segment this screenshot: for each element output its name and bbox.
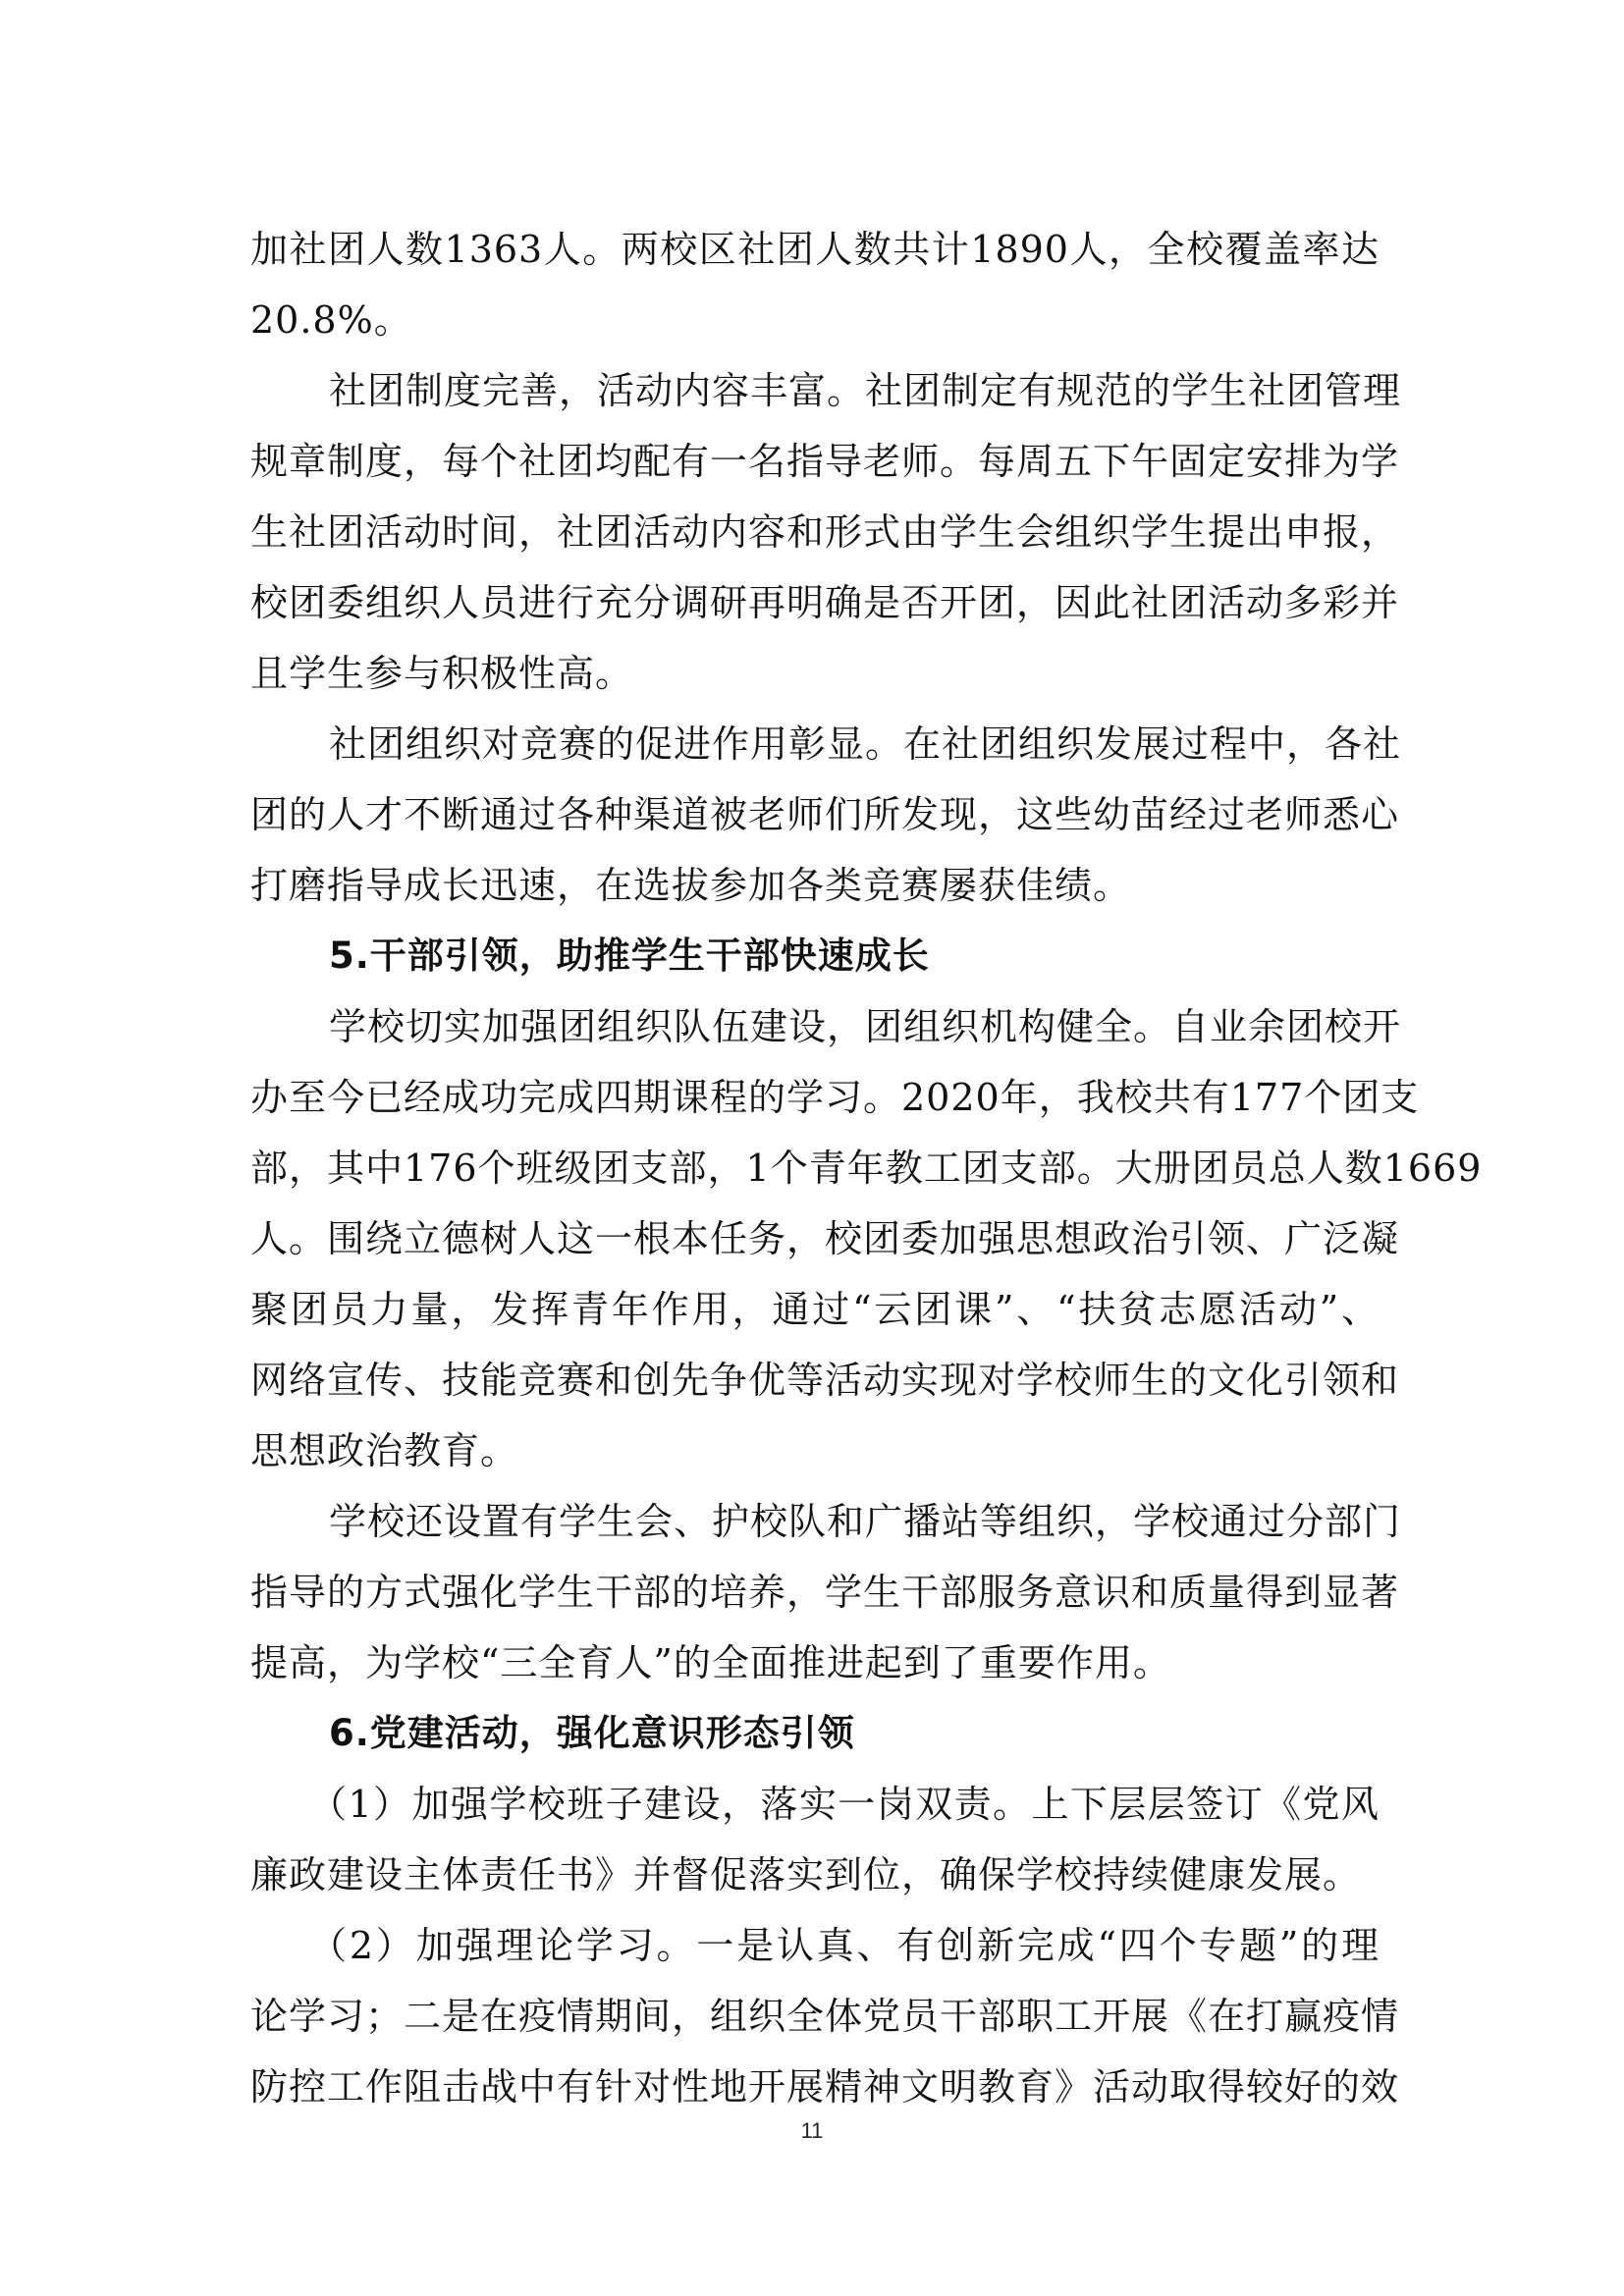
paragraph-line: 廉政建设主体责任书》并督促落实到位，确保学校持续健康发展。 [250, 1853, 1362, 1896]
paragraph-line: 社团制度完善，活动内容丰富。社团制定有规范的学生社团管理 [329, 369, 1402, 412]
paragraph-line: 规章制度，每个社团均配有一名指导老师。每周五下午固定安排为学 [250, 440, 1400, 483]
paragraph-line: 且学生参与积极性高。 [250, 652, 634, 695]
paragraph-line: 提高，为学校“三全育人”的全面推进起到了重要作用。 [250, 1641, 1171, 1684]
section-heading: 5.干部引领，助推学生干部快速成长 [329, 934, 930, 977]
paragraph-line: （2）加强理论学习。一是认真、有创新完成“四个专题”的理 [309, 1924, 1380, 1967]
paragraph-line: 加社团人数1363人。两校区社团人数共计1890人，全校覆盖率达 [250, 228, 1380, 271]
paragraph-line: 指导的方式强化学生干部的培养，学生干部服务意识和质量得到显著 [250, 1571, 1400, 1614]
paragraph-line: 聚团员力量，发挥青年作用，通过“云团课”、“扶贫志愿活动”、 [250, 1288, 1380, 1331]
paragraph-line: 人。围绕立德树人这一根本任务，校团委加强思想政治引领、广泛凝 [250, 1217, 1400, 1260]
paragraph-line: 团的人才不断通过各种渠道被老师们所发现，这些幼苗经过老师悉心 [250, 793, 1400, 836]
paragraph-line: 网络宣传、技能竞赛和创先争优等活动实现对学校师生的文化引领和 [250, 1359, 1400, 1402]
paragraph-line: 办至今已经成功完成四期课程的学习。2020年，我校共有177个团支 [250, 1076, 1420, 1119]
paragraph-line: 20.8%。 [250, 298, 412, 342]
paragraph-line: （1）加强学校班子建设，落实一岗双责。上下层层签订《党风 [309, 1783, 1380, 1826]
page-number: 11 [800, 2118, 824, 2143]
paragraph-line: 社团组织对竞赛的促进作用彰显。在社团组织发展过程中，各社 [329, 722, 1402, 766]
paragraph-line: 防控工作阻击战中有针对性地开展精神文明教育》活动取得较好的效 [250, 2065, 1400, 2109]
section-heading: 6.党建活动，强化意识形态引领 [329, 1712, 855, 1754]
paragraph-line: 打磨指导成长迅速，在选拔参加各类竞赛屡获佳绩。 [250, 864, 1132, 907]
paragraph-line: 生社团活动时间，社团活动内容和形式由学生会组织学生提出申报， [250, 510, 1400, 554]
paragraph-line: 部，其中176个班级团支部，1个青年教工团支部。大册团员总人数1669 [250, 1147, 1483, 1190]
paragraph-line: 学校切实加强团组织队伍建设，团组织机构健全。自业余团校开 [329, 1005, 1402, 1048]
paragraph-line: 思想政治教育。 [250, 1429, 519, 1472]
paragraph-line: 学校还设置有学生会、护校队和广播站等组织，学校通过分部门 [329, 1500, 1402, 1543]
document-body [250, 214, 1483, 2122]
paragraph-line: 校团委组织人员进行充分调研再明确是否开团，因此社团活动多彩并 [250, 581, 1400, 624]
paragraph-line: 论学习；二是在疫情期间，组织全体党员干部职工开展《在打赢疫情 [250, 1995, 1400, 2038]
